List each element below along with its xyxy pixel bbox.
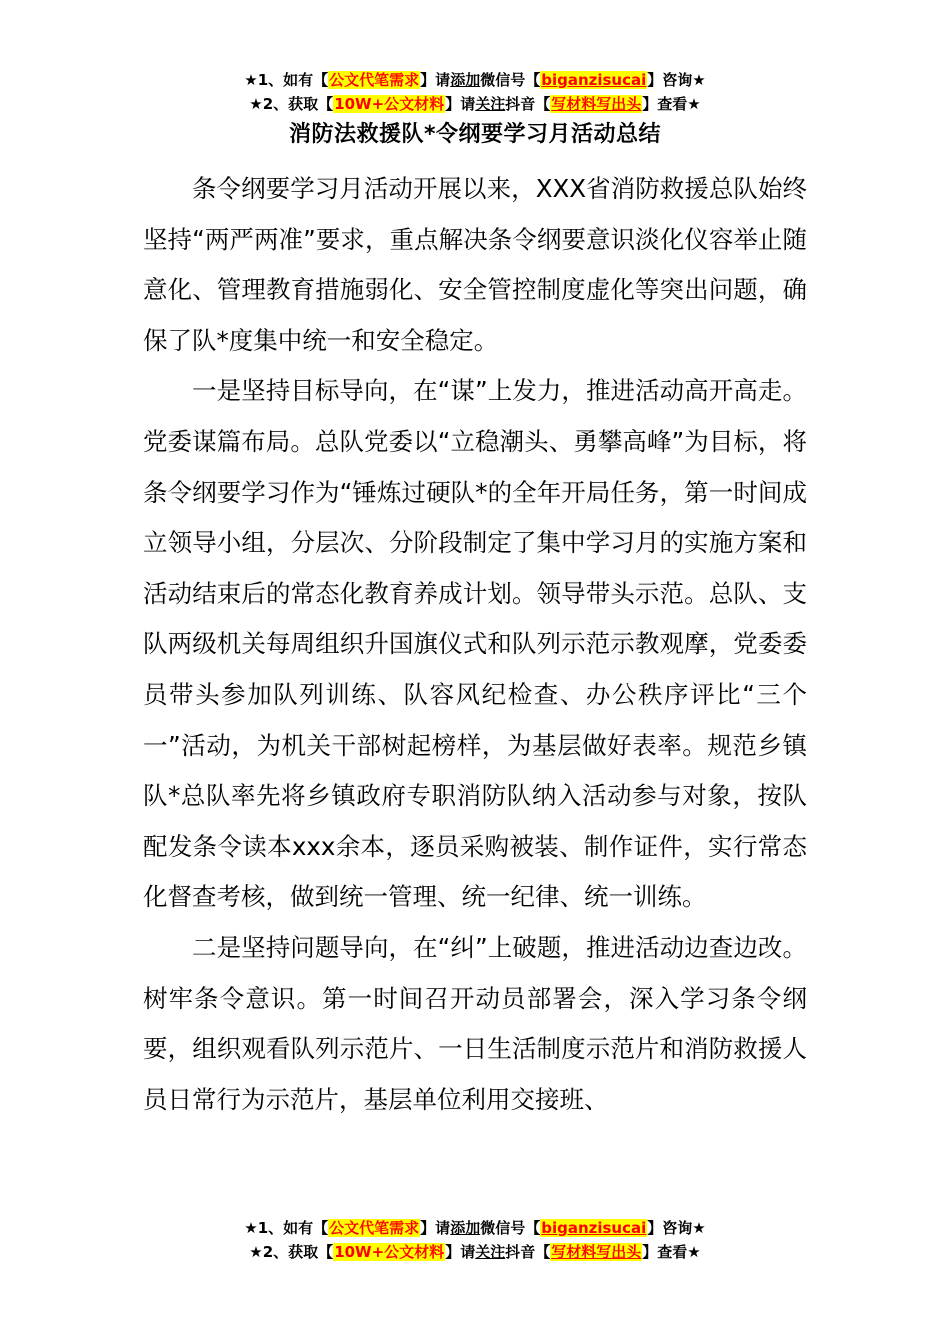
douyin-account-link[interactable]: 写材料写出头 — [551, 95, 642, 113]
banner-underline-text: 关注 — [475, 95, 506, 113]
banner-text: 】请 — [445, 95, 476, 113]
banner-text: ★2、获取【 — [249, 1243, 334, 1261]
paragraph: 条令纲要学习月活动开展以来，XXX省消防救援总队始终坚持“两严两准”要求，重点解决条令纲要意识淡化仪容举止随意化、管理教育措施弱化、安全管控制度虚化等突出问题，确保了队*度集中统一和安全稳定。 — [143, 174, 807, 355]
banner-line-2 — [0, 92, 950, 116]
banner-text: ★2、获取【 — [249, 95, 334, 113]
paragraph: 二是坚持问题导向，在“纠”上破题，推进活动边查边改。树牢条令意识。第一时间召开动员部署会，深入学习条令纲要，组织观看队列示范片、一日生活制度示范片和消防救援人员日常行为示范片，基层单位利用交接班、 — [143, 932, 807, 1114]
banner-highlight: 公文代笔需求 — [329, 71, 420, 89]
banner-text: 】请 — [420, 1219, 451, 1237]
banner-highlight: 10W+公文材料 — [334, 95, 445, 113]
banner-highlight: 公文代笔需求 — [329, 1219, 420, 1237]
banner-text: 抖音【 — [505, 95, 551, 113]
wechat-id-link[interactable]: biganzisucai — [541, 1219, 647, 1237]
banner-line-1 — [0, 1216, 950, 1240]
banner-underline-text: 添加 — [450, 71, 481, 89]
banner-line-1 — [0, 68, 950, 92]
banner-text: 】咨询★ — [647, 71, 706, 89]
banner-text: 】请 — [420, 71, 451, 89]
douyin-account-link[interactable]: 写材料写出头 — [551, 1243, 642, 1261]
wechat-id-link[interactable]: biganzisucai — [541, 71, 647, 89]
footer-banner — [0, 1216, 950, 1264]
banner-text: 抖音【 — [505, 1243, 551, 1261]
banner-text: 】查看★ — [642, 95, 701, 113]
paragraph: 一是坚持目标导向，在“谋”上发力，推进活动高开高走。党委谋篇布局。总队党委以“立稳潮头、勇攀高峰”为目标，将条令纲要学习作为“锤炼过硬队*的全年开局任务，第一时间成立领导小组，分层次、分阶段制定了集中学习月的实施方案和活动结束后的常态化教育养成计划。领导带头示范。总队、支队两级机关每周组织升国旗仪式和队列示范示教观摩，党委委员带头参加队列训练、队容风纪检查、办公秩序评比“三个一”活动，为机关干部树起榜样，为基层做好表率。规范乡镇队*总队率先将乡镇政府专职消防队纳入活动参与对象，按队配发条令读本xxx余本，逐员采购被装、制作证件，实行常态化督查考核，做到统一管理、统一纪律、统一训练。 — [143, 376, 807, 912]
header-banner — [0, 68, 950, 116]
banner-text: 微信号【 — [480, 1219, 541, 1237]
banner-underline-text: 添加 — [450, 1219, 481, 1237]
banner-highlight: 10W+公文材料 — [334, 1243, 445, 1261]
banner-underline-text: 关注 — [475, 1243, 506, 1261]
banner-text: 】咨询★ — [647, 1219, 706, 1237]
banner-text: 】查看★ — [642, 1243, 701, 1261]
banner-text: ★1、如有【 — [244, 1219, 329, 1237]
banner-line-2 — [0, 1240, 950, 1264]
banner-text: 微信号【 — [480, 71, 541, 89]
banner-text: 】请 — [445, 1243, 476, 1261]
document-body — [143, 164, 807, 1125]
document-title: 消防法救援队*令纲要学习月活动总结 — [288, 122, 661, 147]
banner-text: ★1、如有【 — [244, 71, 329, 89]
